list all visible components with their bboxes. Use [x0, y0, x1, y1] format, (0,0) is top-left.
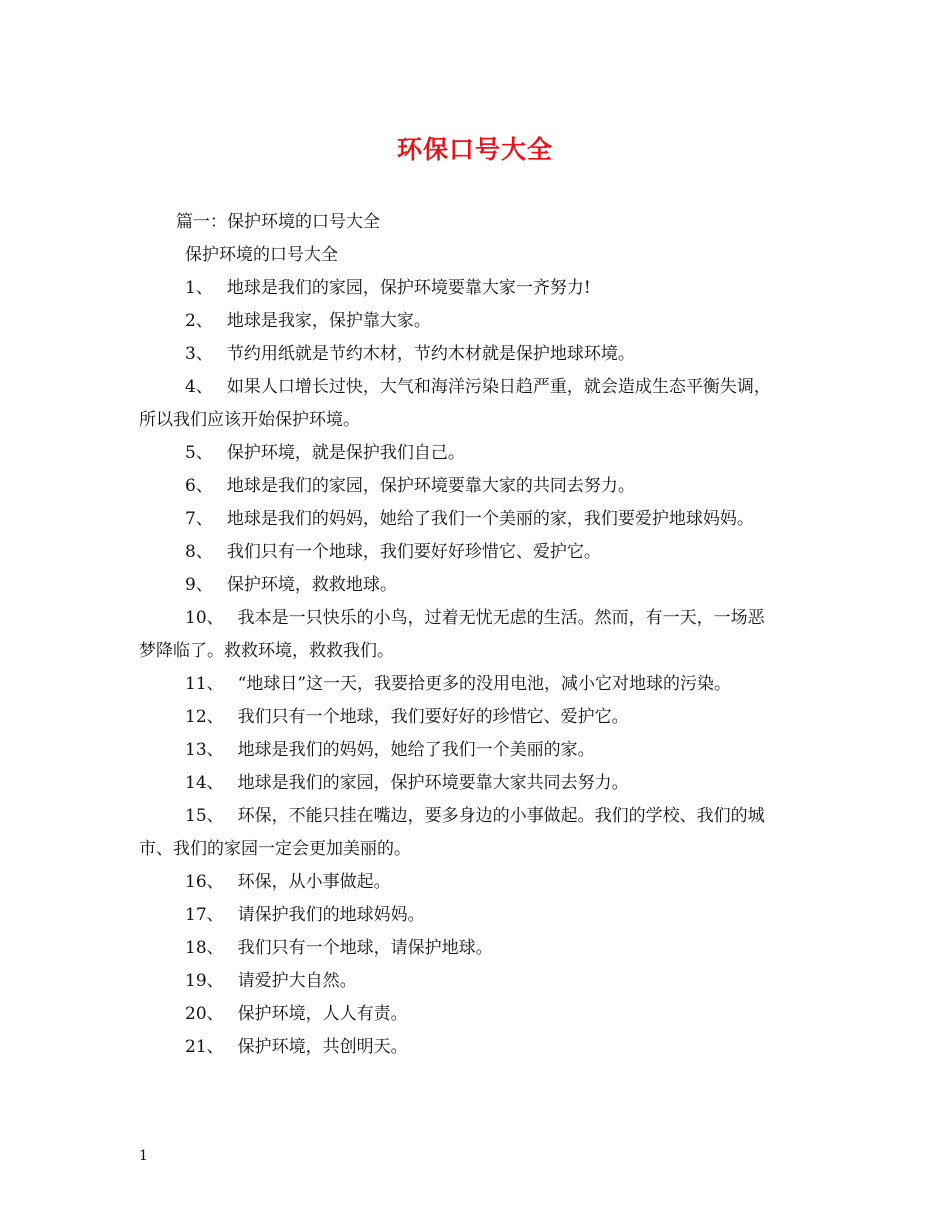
- list-item-number: 11、: [185, 674, 224, 694]
- list-item-line: [139, 371, 829, 404]
- list-item-number: 9、: [185, 575, 213, 595]
- list-item-number: 10、: [185, 608, 224, 628]
- page-number: 1: [139, 1148, 148, 1164]
- section-heading: 篇一：保护环境的口号大全: [176, 212, 380, 232]
- list-item-text: 保护环境，就是保护我们自己。: [226, 443, 465, 463]
- list-item-line: [139, 1031, 829, 1064]
- list-item-number: 14、: [185, 773, 224, 793]
- list-item-text: 我们只有一个地球，请保护地球。: [237, 938, 493, 958]
- list-item: [139, 932, 829, 965]
- list-item: [139, 965, 829, 998]
- list-item-text: 保护环境，救救地球。: [226, 575, 397, 595]
- list-item-text: 请爱护大自然。: [237, 971, 357, 991]
- list-item: [139, 437, 829, 470]
- list-item-text: 我们只有一个地球，我们要好好的珍惜它、爱护它。: [237, 707, 629, 727]
- list-item-line: [139, 338, 829, 371]
- list-item-number: 8、: [185, 542, 213, 562]
- slogan-list: [139, 272, 829, 1064]
- list-item-line: [139, 569, 829, 602]
- list-item-text: “地球日”这一天，我要拾更多的没用电池，减小它对地球的污染。: [237, 674, 732, 694]
- list-item-line: [139, 503, 829, 536]
- list-item: [139, 866, 829, 899]
- list-item: [139, 899, 829, 932]
- list-item-line: [139, 734, 829, 767]
- list-item: [139, 569, 829, 602]
- list-item-line: [139, 701, 829, 734]
- list-item-number: 17、: [185, 905, 224, 925]
- subheading: 保护环境的口号大全: [185, 245, 338, 265]
- list-item-number: 4、: [185, 377, 213, 397]
- list-item-line: [139, 965, 829, 998]
- list-item-line: [139, 899, 829, 932]
- list-item: [139, 338, 829, 371]
- list-item-text: 保护环境，共创明天。: [237, 1037, 408, 1057]
- list-item: [139, 503, 829, 536]
- list-item-number: 6、: [185, 476, 213, 496]
- list-item-number: 18、: [185, 938, 224, 958]
- list-item-line: [139, 998, 829, 1031]
- list-item-number: 13、: [185, 740, 224, 760]
- list-item: [139, 272, 829, 305]
- list-item-text: 我们只有一个地球，我们要好好珍惜它、爱护它。: [226, 542, 601, 562]
- list-item-line: [139, 305, 829, 338]
- list-item: [139, 734, 829, 767]
- list-item-text: 环保，从小事做起。: [237, 872, 391, 892]
- list-item: [139, 767, 829, 800]
- list-item: [139, 701, 829, 734]
- list-item-number: 12、: [185, 707, 224, 727]
- list-item-text: 地球是我们的妈妈，她给了我们一个美丽的家。: [237, 740, 595, 760]
- list-item: [139, 998, 829, 1031]
- list-item-line: [139, 470, 829, 503]
- list-item-line: [139, 602, 829, 635]
- list-item: [139, 305, 829, 338]
- document-title: 环保口号大全: [396, 135, 553, 164]
- list-item-line: [139, 437, 829, 470]
- list-item-number: 20、: [185, 1004, 224, 1024]
- list-item-line: [139, 932, 829, 965]
- list-item-line: [139, 668, 829, 701]
- list-item: [139, 1031, 829, 1064]
- list-item-text: 节约用纸就是节约木材，节约木材就是保护地球环境。: [226, 344, 635, 364]
- list-item-text: 地球是我们的家园，保护环境要靠大家一齐努力!: [226, 278, 591, 298]
- list-item-line: [139, 767, 829, 800]
- list-item-continuation: 所以我们应该开始保护环境。: [139, 410, 360, 430]
- list-item-number: 2、: [185, 311, 213, 331]
- document-body: [139, 206, 829, 1064]
- list-item: [139, 470, 829, 503]
- list-item: [139, 800, 829, 866]
- list-item-number: 19、: [185, 971, 224, 991]
- list-item-text: 地球是我家，保护靠大家。: [226, 311, 431, 331]
- list-item-number: 15、: [185, 806, 224, 826]
- list-item-number: 1、: [185, 278, 213, 298]
- list-item-text: 我本是一只快乐的小鸟，过着无忧无虑的生活。然而，有一天，一场恶: [237, 608, 765, 628]
- list-item-number: 16、: [185, 872, 224, 892]
- list-item-continuation: 市、我们的家园一定会更加美丽的。: [139, 839, 411, 859]
- list-item-text: 请保护我们的地球妈妈。: [237, 905, 425, 925]
- list-item: [139, 668, 829, 701]
- list-item-text: 地球是我们的家园，保护环境要靠大家的共同去努力。: [226, 476, 635, 496]
- list-item-text: 如果人口增长过快，大气和海洋污染日趋严重，就会造成生态平衡失调，: [226, 377, 771, 397]
- list-item-line: [139, 272, 829, 305]
- list-item-text: 地球是我们的妈妈，她给了我们一个美丽的家，我们要爱护地球妈妈。: [226, 509, 754, 529]
- list-item-text: 环保，不能只挂在嘴边，要多身边的小事做起。我们的学校、我们的城: [237, 806, 765, 826]
- list-item-continuation: 梦降临了。救救环境，救救我们。: [139, 641, 394, 661]
- list-item: [139, 371, 829, 437]
- list-item-text: 保护环境，人人有责。: [237, 1004, 408, 1024]
- list-item-number: 5、: [185, 443, 213, 463]
- list-item-line: [139, 800, 829, 833]
- list-item-line: [139, 866, 829, 899]
- list-item-text: 地球是我们的家园，保护环境要靠大家共同去努力。: [237, 773, 629, 793]
- list-item-number: 3、: [185, 344, 213, 364]
- list-item: [139, 602, 829, 668]
- list-item-number: 21、: [185, 1037, 224, 1057]
- list-item: [139, 536, 829, 569]
- list-item-number: 7、: [185, 509, 213, 529]
- list-item-line: [139, 536, 829, 569]
